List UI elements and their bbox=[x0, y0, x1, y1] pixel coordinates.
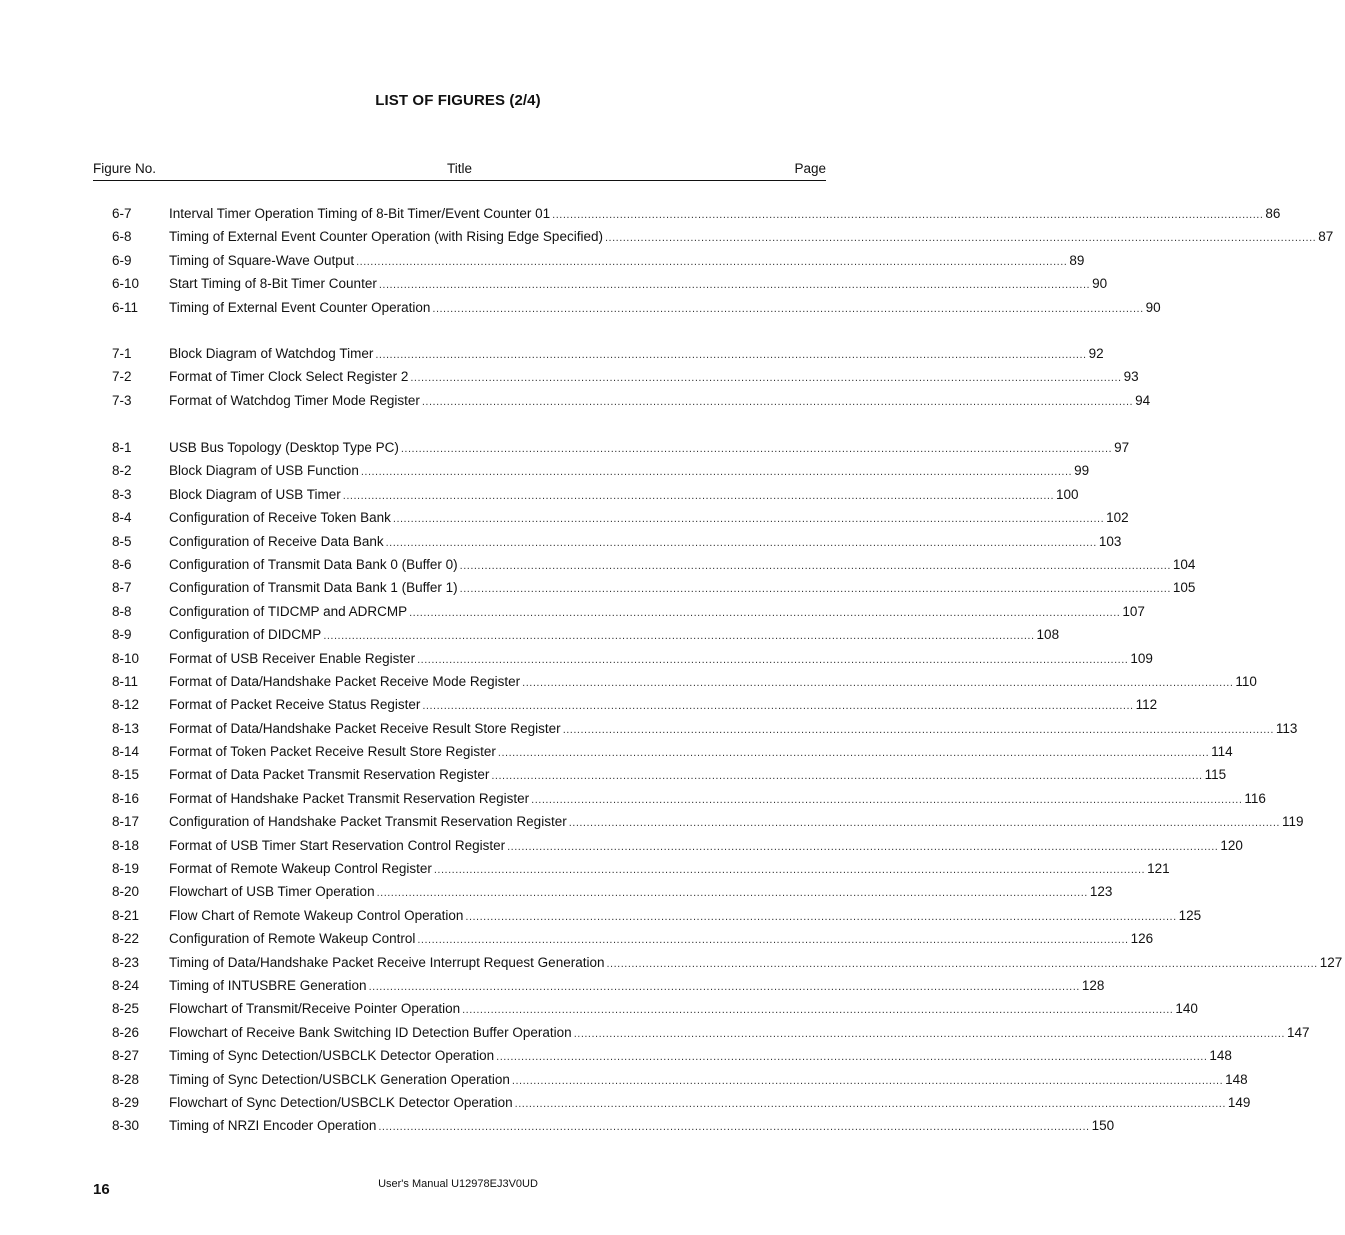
figure-title: Format of Watchdog Timer Mode Register bbox=[169, 392, 420, 408]
toc-entry[interactable] bbox=[93, 1091, 1251, 1114]
figure-number: 8-12 bbox=[112, 697, 140, 713]
dot-leader: ........................................................................................................................................................................................................ bbox=[507, 840, 1219, 853]
dot-leader: ........................................................................................................................................................................................................ bbox=[604, 232, 1317, 245]
figure-title: Configuration of DIDCMP bbox=[169, 627, 322, 643]
dot-leader: ........................................................................................................................................................................................................ bbox=[422, 700, 1134, 713]
dot-leader: ........................................................................................................................................................................................................ bbox=[378, 279, 1091, 292]
toc-entry[interactable] bbox=[93, 974, 1105, 997]
figure-title: Format of USB Receiver Enable Register bbox=[169, 650, 416, 666]
header-title: Title bbox=[446, 161, 472, 176]
page-ref: 109 bbox=[1130, 650, 1153, 666]
page-ref: 97 bbox=[1114, 440, 1130, 455]
figure-title: Configuration of Transmit Data Bank 1 (Buffer 1) bbox=[169, 580, 458, 596]
dot-leader: ........................................................................................................................................................................................................ bbox=[491, 770, 1203, 783]
figure-title: Flow Chart of Remote Wakeup Control Operation bbox=[169, 907, 464, 923]
figure-title: Timing of External Event Counter Operation bbox=[169, 299, 431, 315]
figure-number: 8-9 bbox=[112, 627, 132, 643]
figure-title: Timing of NRZI Encoder Operation bbox=[169, 1118, 377, 1134]
figure-title: Format of Remote Wakeup Control Register bbox=[169, 861, 432, 877]
figure-title: Configuration of Remote Wakeup Control bbox=[169, 931, 416, 947]
figure-number: 8-29 bbox=[112, 1094, 140, 1110]
figure-number: 8-23 bbox=[112, 954, 140, 970]
page-title: LIST OF FIGURES (2/4) bbox=[375, 92, 541, 109]
dot-leader: ........................................................................................................................................................................................................ bbox=[356, 255, 1068, 268]
figure-number: 6-7 bbox=[112, 206, 132, 221]
figure-number: 8-16 bbox=[112, 790, 140, 806]
figure-number: 8-30 bbox=[112, 1118, 140, 1134]
page-ref: 90 bbox=[1092, 276, 1108, 292]
page-ref: 125 bbox=[1178, 907, 1202, 923]
figure-number: 8-4 bbox=[112, 510, 132, 526]
toc-entry[interactable] bbox=[93, 717, 1298, 740]
page-ref: 114 bbox=[1211, 744, 1233, 760]
figure-title: Configuration of Handshake Packet Transmit Reservation Register bbox=[169, 814, 567, 830]
figure-title: Format of Timer Clock Select Register 2 bbox=[169, 369, 409, 385]
page-ref: 148 bbox=[1225, 1071, 1248, 1087]
figure-title: Block Diagram of Watchdog Timer bbox=[169, 346, 374, 361]
page-ref: 126 bbox=[1130, 931, 1154, 947]
figure-number: 8-20 bbox=[112, 884, 140, 900]
figure-number: 8-26 bbox=[112, 1024, 140, 1040]
figure-title: USB Bus Topology (Desktop Type PC) bbox=[169, 440, 399, 455]
figure-number: 8-17 bbox=[112, 814, 140, 830]
figure-title: Flowchart of Receive Bank Switching ID Detection Buffer Operation bbox=[169, 1024, 572, 1040]
dot-leader: ........................................................................................................................................................................................................ bbox=[465, 910, 1177, 923]
figure-number: 8-8 bbox=[112, 603, 132, 619]
toc-entry[interactable] bbox=[93, 693, 1158, 716]
figure-title: Flowchart of Sync Detection/USBCLK Detector Operation bbox=[169, 1094, 513, 1110]
figure-number: 8-1 bbox=[112, 440, 132, 455]
toc-entry[interactable] bbox=[93, 553, 1196, 576]
figure-title: Format of Data/Handshake Packet Receive Result Store Register bbox=[169, 720, 561, 736]
toc-entry[interactable] bbox=[93, 506, 1129, 529]
figure-title: Configuration of Transmit Data Bank 0 (Buffer 0) bbox=[169, 556, 458, 572]
dot-leader: ........................................................................................................................................................................................................ bbox=[568, 817, 1280, 830]
figure-number: 6-8 bbox=[112, 229, 132, 245]
toc-entry[interactable] bbox=[93, 530, 1122, 553]
page-ref: 103 bbox=[1098, 533, 1122, 549]
toc-entry[interactable] bbox=[93, 1114, 1115, 1137]
page-ref: 148 bbox=[1209, 1048, 1232, 1064]
dot-leader: ........................................................................................................................................................................................................ bbox=[368, 980, 1080, 993]
toc-entry[interactable] bbox=[93, 202, 1281, 225]
toc-entry[interactable] bbox=[93, 365, 1139, 388]
dot-leader: ........................................................................................................................................................................................................ bbox=[378, 1121, 1090, 1134]
page-ref: 107 bbox=[1122, 603, 1145, 619]
page-ref: 87 bbox=[1318, 229, 1334, 245]
figure-title: Timing of External Event Counter Operation (with Rising Edge Specified) bbox=[169, 229, 603, 245]
toc-entry[interactable] bbox=[93, 225, 1334, 248]
toc-entry[interactable] bbox=[93, 459, 1090, 482]
dot-leader: ........................................................................................................................................................................................................ bbox=[417, 934, 1129, 947]
figure-title: Format of USB Timer Start Reservation Control Register bbox=[169, 837, 506, 853]
dot-leader: ........................................................................................................................................................................................................ bbox=[375, 349, 1087, 361]
dot-leader: ........................................................................................................................................................................................................ bbox=[342, 489, 1055, 502]
figure-title: Configuration of Receive Data Bank bbox=[169, 533, 384, 549]
page-ref: 119 bbox=[1281, 814, 1304, 830]
figure-number: 6-9 bbox=[112, 252, 132, 268]
toc-entry[interactable] bbox=[93, 1021, 1310, 1044]
figure-number: 8-22 bbox=[112, 931, 140, 947]
figure-title: Format of Packet Receive Status Register bbox=[169, 697, 421, 713]
page-ref: 150 bbox=[1091, 1118, 1115, 1134]
toc-entry[interactable] bbox=[93, 997, 1198, 1020]
figure-number: 8-24 bbox=[112, 977, 140, 993]
dot-leader: ........................................................................................................................................................................................................ bbox=[514, 1097, 1226, 1110]
dot-leader: ........................................................................................................................................................................................................ bbox=[511, 1074, 1224, 1087]
dot-leader: ........................................................................................................................................................................................................ bbox=[433, 864, 1146, 877]
figure-number: 8-14 bbox=[112, 744, 140, 760]
figure-title: Flowchart of Transmit/Receive Pointer Operation bbox=[169, 1001, 461, 1017]
toc-entry[interactable] bbox=[93, 740, 1233, 763]
page-ref: 92 bbox=[1088, 346, 1104, 361]
dot-leader: ........................................................................................................................................................................................................ bbox=[496, 1051, 1208, 1064]
figure-title: Flowchart of USB Timer Operation bbox=[169, 884, 375, 900]
page-ref: 121 bbox=[1147, 861, 1170, 877]
toc-entry[interactable] bbox=[93, 857, 1170, 880]
toc-entry[interactable] bbox=[93, 787, 1266, 810]
dot-leader: ........................................................................................................................................................................................................ bbox=[410, 372, 1122, 385]
figure-number: 8-25 bbox=[112, 1001, 140, 1017]
header-page: Page bbox=[794, 161, 826, 176]
dot-leader: ........................................................................................................................................................................................................ bbox=[531, 793, 1243, 806]
figure-number: 8-19 bbox=[112, 861, 140, 877]
page-ref: 127 bbox=[1319, 954, 1343, 970]
page-ref: 99 bbox=[1074, 463, 1090, 479]
dot-leader: ........................................................................................................................................................................................................ bbox=[462, 1004, 1174, 1017]
toc-entry[interactable] bbox=[93, 576, 1196, 599]
figure-number: 8-3 bbox=[112, 486, 132, 502]
page-ref: 102 bbox=[1106, 510, 1129, 526]
figure-title: Format of Handshake Packet Transmit Reservation Register bbox=[169, 790, 530, 806]
page-ref: 149 bbox=[1227, 1094, 1251, 1110]
toc-entry[interactable] bbox=[93, 647, 1153, 670]
toc-entry[interactable] bbox=[93, 670, 1257, 693]
figure-title: Timing of INTUSBRE Generation bbox=[169, 977, 367, 993]
toc-entry[interactable] bbox=[93, 623, 1060, 646]
page-ref: 94 bbox=[1135, 392, 1151, 408]
dot-leader: ........................................................................................................................................................................................................ bbox=[459, 583, 1171, 596]
figure-title: Format of Data Packet Transmit Reservation Register bbox=[169, 767, 490, 783]
toc-entry[interactable] bbox=[93, 834, 1243, 857]
page-ref: 115 bbox=[1204, 767, 1227, 783]
figure-group-chapter-6 bbox=[93, 202, 1334, 319]
dot-leader: ........................................................................................................................................................................................................ bbox=[552, 209, 1264, 221]
page-ref: 104 bbox=[1172, 556, 1196, 572]
toc-entry[interactable] bbox=[93, 436, 1130, 459]
figure-title: Timing of Sync Detection/USBCLK Detector Operation bbox=[169, 1048, 495, 1064]
page-ref: 112 bbox=[1135, 697, 1158, 713]
figure-number: 7-3 bbox=[112, 392, 132, 408]
figure-title: Start Timing of 8-Bit Timer Counter bbox=[169, 276, 377, 292]
manual-id: User's Manual U12978EJ3V0UD bbox=[378, 1178, 538, 1190]
dot-leader: ........................................................................................................................................................................................................ bbox=[432, 302, 1144, 315]
dot-leader: ........................................................................................................................................................................................................ bbox=[573, 1027, 1285, 1040]
dot-leader: ........................................................................................................................................................................................................ bbox=[421, 395, 1134, 408]
toc-entry[interactable] bbox=[93, 249, 1085, 272]
figure-title: Configuration of TIDCMP and ADRCMP bbox=[169, 603, 408, 619]
figure-title: Format of Token Packet Receive Result Store Register bbox=[169, 744, 496, 760]
figure-number: 8-21 bbox=[112, 907, 140, 923]
dot-leader: ........................................................................................................................................................................................................ bbox=[323, 630, 1035, 643]
page-ref: 140 bbox=[1175, 1001, 1198, 1017]
figure-group-chapter-7 bbox=[93, 342, 1151, 412]
figure-title: Timing of Data/Handshake Packet Receive Interrupt Request Generation bbox=[169, 954, 605, 970]
page-ref: 147 bbox=[1286, 1024, 1310, 1040]
figure-group-chapter-8 bbox=[93, 436, 1343, 1138]
toc-entry[interactable] bbox=[93, 763, 1227, 786]
header-figure-no: Figure No. bbox=[93, 161, 157, 176]
toc-entry[interactable] bbox=[93, 342, 1104, 365]
figure-number: 8-6 bbox=[112, 556, 132, 572]
toc-entry[interactable] bbox=[93, 389, 1151, 412]
page-ref: 108 bbox=[1036, 627, 1060, 643]
toc-entry[interactable] bbox=[93, 1068, 1248, 1091]
dot-leader: ........................................................................................................................................................................................................ bbox=[392, 513, 1105, 526]
table-header bbox=[93, 160, 826, 181]
figure-number: 8-10 bbox=[112, 650, 140, 666]
figure-number: 7-2 bbox=[112, 369, 132, 385]
figure-title: Block Diagram of USB Function bbox=[169, 463, 359, 479]
dot-leader: ........................................................................................................................................................................................................ bbox=[562, 723, 1274, 736]
dot-leader: ........................................................................................................................................................................................................ bbox=[417, 653, 1129, 666]
figure-number: 6-11 bbox=[112, 299, 139, 315]
figure-number: 8-28 bbox=[112, 1071, 140, 1087]
figure-title: Configuration of Receive Token Bank bbox=[169, 510, 391, 526]
figure-title: Timing of Sync Detection/USBCLK Generation Operation bbox=[169, 1071, 510, 1087]
figure-number: 7-1 bbox=[112, 346, 132, 361]
page-ref: 90 bbox=[1145, 299, 1161, 315]
dot-leader: ........................................................................................................................................................................................................ bbox=[360, 466, 1073, 479]
page-ref: 110 bbox=[1235, 673, 1257, 689]
page-ref: 105 bbox=[1172, 580, 1196, 596]
page-ref: 89 bbox=[1069, 252, 1085, 268]
dot-leader: ........................................................................................................................................................................................................ bbox=[606, 957, 1318, 970]
figure-title: Block Diagram of USB Timer bbox=[169, 486, 341, 502]
figure-number: 8-18 bbox=[112, 837, 140, 853]
toc-entry[interactable] bbox=[93, 272, 1108, 295]
page-ref: 128 bbox=[1081, 977, 1105, 993]
toc-entry[interactable] bbox=[93, 904, 1202, 927]
dot-leader: ........................................................................................................................................................................................................ bbox=[497, 747, 1210, 760]
figure-number: 8-13 bbox=[112, 720, 140, 736]
page-ref: 100 bbox=[1056, 486, 1079, 502]
toc-entry[interactable] bbox=[93, 483, 1079, 506]
figure-number: 8-11 bbox=[112, 673, 139, 689]
dot-leader: ........................................................................................................................................................................................................ bbox=[376, 887, 1088, 900]
page-ref: 123 bbox=[1089, 884, 1113, 900]
figure-number: 8-5 bbox=[112, 533, 132, 549]
page-ref: 116 bbox=[1244, 790, 1266, 806]
figure-title: Interval Timer Operation Timing of 8-Bit Timer/Event Counter 01 bbox=[169, 206, 551, 221]
dot-leader: ........................................................................................................................................................................................................ bbox=[385, 536, 1097, 549]
dot-leader: ........................................................................................................................................................................................................ bbox=[409, 606, 1121, 619]
toc-entry[interactable] bbox=[93, 880, 1113, 903]
page-ref: 113 bbox=[1275, 720, 1298, 736]
dot-leader: ........................................................................................................................................................................................................ bbox=[400, 443, 1113, 455]
page-ref: 86 bbox=[1265, 206, 1281, 221]
page-ref: 120 bbox=[1220, 837, 1243, 853]
toc-entry[interactable] bbox=[93, 600, 1145, 623]
page-ref: 93 bbox=[1123, 369, 1139, 385]
toc-entry[interactable] bbox=[93, 927, 1154, 950]
toc-entry[interactable] bbox=[93, 1044, 1232, 1067]
figure-title: Timing of Square-Wave Output bbox=[169, 252, 355, 268]
figure-number: 8-2 bbox=[112, 463, 132, 479]
toc-entry[interactable] bbox=[93, 810, 1304, 833]
dot-leader: ........................................................................................................................................................................................................ bbox=[459, 559, 1171, 572]
figure-title: Format of Data/Handshake Packet Receive Mode Register bbox=[169, 673, 521, 689]
toc-entry[interactable] bbox=[93, 296, 1161, 319]
toc-entry[interactable] bbox=[93, 951, 1343, 974]
figure-number: 8-15 bbox=[112, 767, 140, 783]
figure-number: 8-27 bbox=[112, 1048, 140, 1064]
figure-number: 8-7 bbox=[112, 580, 132, 596]
dot-leader: ........................................................................................................................................................................................................ bbox=[522, 676, 1234, 689]
page-number: 16 bbox=[93, 1181, 110, 1198]
figure-number: 6-10 bbox=[112, 276, 140, 292]
